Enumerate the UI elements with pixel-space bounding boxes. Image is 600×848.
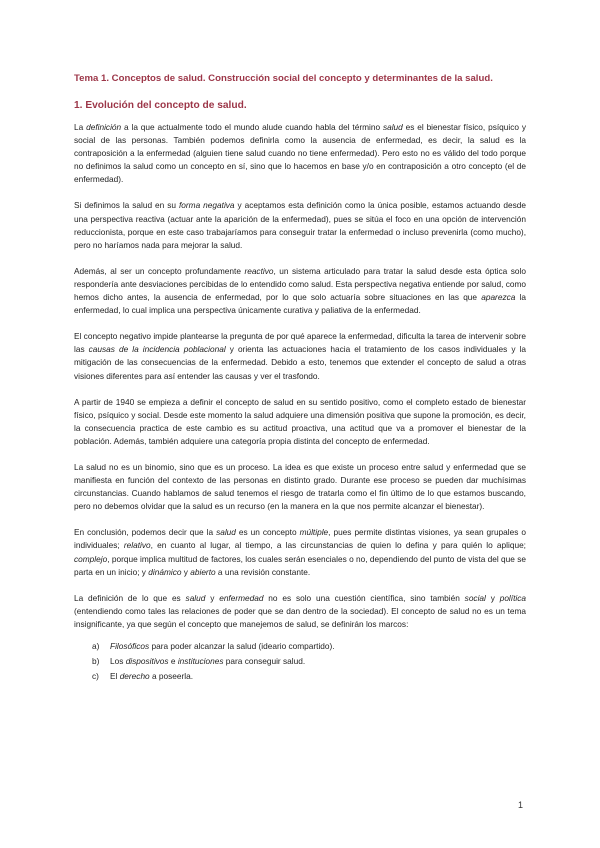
document-body: [74, 121, 526, 684]
list-item: b) Los dispositivos e instituciones para conseguir salud.: [92, 656, 306, 666]
document-title: Tema 1. Conceptos de salud. Construcción social del concepto y determinantes de la salud.: [74, 73, 493, 84]
marcos-list: [74, 639, 526, 684]
list-item: c) El derecho a poseerla.: [92, 671, 194, 681]
paragraph-reactivo: Además, al ser un concepto profundamente reactivo, un sistema articulado para tratar la salud desde esta óptica solo respondería ante desviaciones percibidas de lo entendido como salud. Esta perspectiva negativa entiende por salud, como hemos dicho antes, la ausencia de enfermedad, por lo que solo actuaría sobre situaciones en las que aparezca la enfermedad, lo cual implica una perspectiva únicamente curativa y paliativa de la enfermedad.: [74, 265, 527, 316]
list-item: a) Filosóficos para poder alcanzar la salud (ideario compartido).: [92, 641, 335, 651]
paragraph-sentido-positivo: A partir de 1940 se empieza a definir el concepto de salud en su sentido positivo, como el completo estado de bienestar físico, psíquico y social. Desde este momento la salud adquiere una dimensión positiva que supone la promoción, es decir, la consecuencia practica de este cambio es su actitud proactiva, una actitud que va a promover el bienestar de la población. Además, también adquiere una categoría propia distinta del concepto de enfermedad.: [74, 396, 526, 446]
paragraph-forma-negativa: Si definimos la salud en su forma negativa y aceptamos esta definición como la única posible, estamos actuando desde una perspectiva reactiva (actuar ante la aparición de la enfermedad), pues se sitúa el foco en una opción de intervención reduccionista, porque en este caso trabajaríamos para conseguir tratar la enfermedad o incluso prevenirla (como mucho), pero no haríamos nada para mejorar la salud.: [74, 200, 526, 250]
paragraph-conclusion: En conclusión, podemos decir que la salud es un concepto múltiple, pues permite distintas visiones, ya sean grupales o individuales; relativo, en cuanto al lugar, al tiempo, a las circunstancias de quien lo defina y para quién lo aplique; complejo, porque implica multitud de factores, los cuales serán esenciales o no, dependiendo del punto de vista del que se parta en un inicio; y dinámico y abierto a una revisión constante.: [74, 527, 526, 577]
section-heading: 1. Evolución del concepto de salud.: [74, 100, 247, 111]
paragraph-marcos: La definición de lo que es salud y enfermedad no es solo una cuestión científica, sino también social y política (entendiendo como tales las relaciones de poder que se dan dentro de la sociedad). El concepto de salud no es un tema insignificante, ya que según el concepto que manejemos de salud, se definirán los marcos:: [74, 592, 526, 629]
paragraph-definicion: La definición a la que actualmente todo el mundo alude cuando habla del término salud es el bienestar físico, psíquico y social de las personas. También podemos definirla como la ausencia de enfermedad, es decir, la salud es la contraposición a la enfermedad (alguien tiene salud cuando no tiene enfermedad). Pero esto no es válido del todo porque no definimos la salud como un concepto en sí, sino que lo hacemos en base y/o en contraposición a otro concepto (el de enfermedad).: [74, 122, 526, 185]
paragraph-proceso: La salud no es un binomio, sino que es un proceso. La idea es que existe un proceso entre salud y enfermedad que se manifiesta en función del contexto de las personas en distinto grado. Durante ese proceso se pueden dar muchísimas circunstancias. Cuando hablamos de salud tenemos el riesgo de tratarla como el fin último de lo que estamos buscando, pero no debemos olvidar que la salud es un recurso (en la manera en la que nos permite alcanzar el bienestar).: [74, 461, 526, 512]
paragraph-concepto-negativo: El concepto negativo impide plantearse la pregunta de por qué aparece la enfermedad, dificulta la tarea de intervenir sobre las causas de la incidencia poblacional y orienta las actuaciones hacia el tratamiento de los casos individuales y la mitigación de las consecuencias de la enfermedad. Debido a esto, tenemos que extender el concepto de salud a otras visiones diferentes para así entender las causas y ver el trasfondo.: [74, 331, 527, 381]
page-number: 1: [518, 800, 524, 810]
